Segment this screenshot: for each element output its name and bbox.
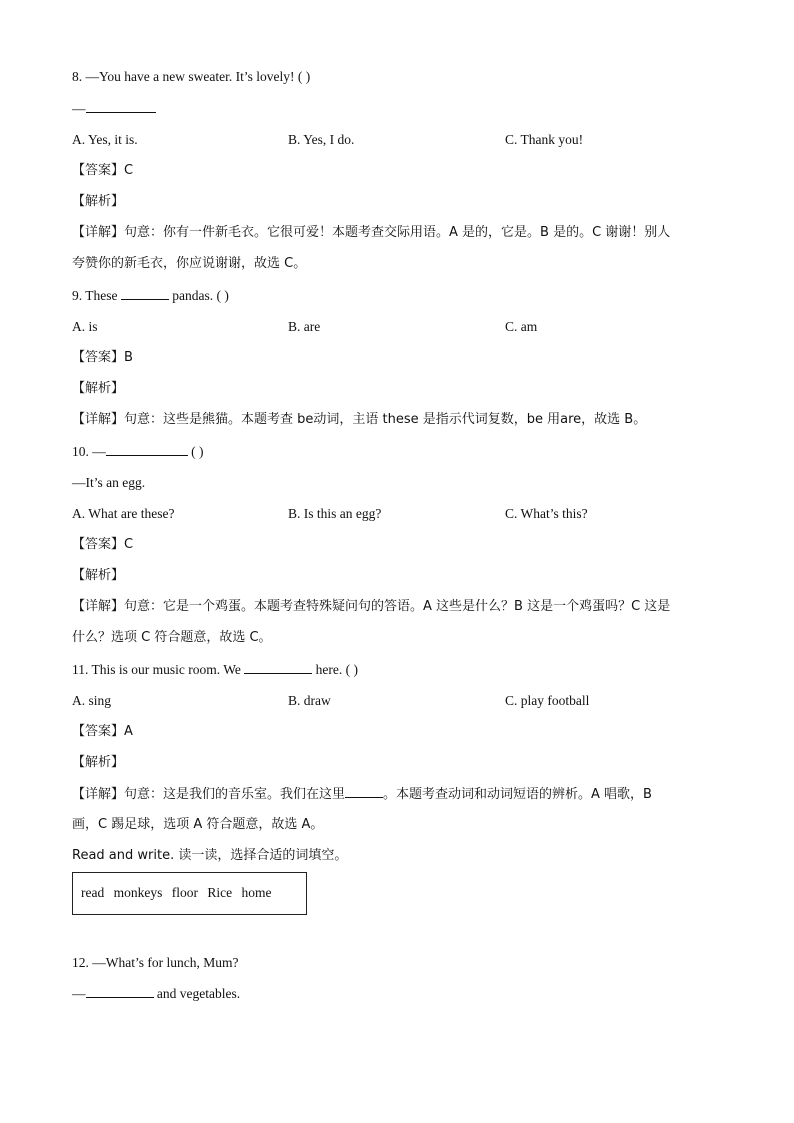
- q9-stem: [72, 287, 229, 305]
- word-bank-box: [72, 872, 307, 915]
- q11-option-c: C. play football: [505, 693, 590, 708]
- q8-reply-line: [72, 100, 156, 118]
- q11-detail-line2: 画，C 踢足球，选项 A 符合题意，故选 A。: [72, 817, 324, 832]
- q10-answer: 【答案】C: [72, 537, 134, 552]
- q11-stem-start: 11. This is our music room. We: [72, 662, 241, 677]
- q8-detail-line1: 【详解】句意：你有一件新毛衣。它很可爱！本题考查交际用语。A 是的，它是。B 是的。C 谢谢！别人: [72, 225, 671, 240]
- q10-reply: —It’s an egg.: [72, 475, 146, 490]
- q10-option-c: C. What’s this?: [505, 506, 588, 521]
- q10-option-b: B. Is this an egg?: [288, 506, 382, 521]
- q11-analysis: 【解析】: [72, 755, 125, 770]
- q8-detail-line2: 夸赞你的新毛衣，你应说谢谢，故选 C。: [72, 256, 307, 271]
- word-bank-text: read monkeys floor Rice home: [81, 885, 272, 900]
- q8-answer: 【答案】C: [72, 163, 134, 178]
- q12-reply-dash: —: [72, 986, 86, 1001]
- q10-analysis: 【解析】: [72, 568, 125, 583]
- q12-blank: [86, 985, 154, 998]
- q9-detail-line1: 【详解】句意：这些是熊猫。本题考查 be动词，主语 these 是指示代词复数，be 用are，故选 B。: [72, 412, 647, 427]
- q9-option-c: C. am: [505, 319, 538, 334]
- q11-blank: [244, 661, 312, 674]
- q8-option-b: B. Yes, I do.: [288, 132, 355, 147]
- q11-option-b: B. draw: [288, 693, 331, 708]
- q8-analysis: 【解析】: [72, 194, 125, 209]
- q10-detail-line2: 什么？选项 C 符合题意，故选 C。: [72, 630, 272, 645]
- q11-detail-blank: [345, 785, 383, 798]
- q10-stem-start: 10. —: [72, 444, 106, 459]
- q11-option-a: A. sing: [72, 693, 112, 708]
- q9-option-b: B. are: [288, 319, 321, 334]
- q10-option-a: A. What are these?: [72, 506, 175, 521]
- q11-stem-end: here. ( ): [315, 662, 359, 677]
- q12-reply: [72, 985, 240, 1003]
- q10-stem: [72, 443, 204, 461]
- q8-option-a: A. Yes, it is.: [72, 132, 138, 147]
- q11-detail-end: 。本题考查动词和动词短语的辨析。A 唱歌，B: [383, 787, 652, 802]
- q8-reply-dash: —: [72, 101, 86, 116]
- q9-answer: 【答案】B: [72, 350, 133, 365]
- q9-stem-end: pandas. ( ): [172, 288, 229, 303]
- q11-detail-line1: [72, 785, 652, 804]
- q10-detail-line1: 【详解】句意：它是一个鸡蛋。本题考查特殊疑问句的答语。A 这些是什么？B 这是一个鸡蛋吗？C 这是: [72, 599, 671, 614]
- q9-stem-start: 9. These: [72, 288, 118, 303]
- q10-stem-end: ( ): [191, 444, 204, 459]
- q11-answer: 【答案】A: [72, 724, 133, 739]
- q8-option-c: C. Thank you!: [505, 132, 584, 147]
- q11-detail-start: 【详解】句意：这是我们的音乐室。我们在这里: [72, 787, 346, 802]
- q8-blank: [86, 100, 156, 113]
- q9-option-a: A. is: [72, 319, 98, 334]
- section-heading: Read and write. 读一读，选择合适的词填空。: [72, 848, 348, 863]
- q9-analysis: 【解析】: [72, 381, 125, 396]
- q12-reply-end: and vegetables.: [156, 986, 241, 1001]
- q11-stem: [72, 661, 358, 679]
- q8-stem: 8. —You have a new sweater. It’s lovely! ( ): [72, 69, 311, 84]
- q12-stem: 12. —What’s for lunch, Mum?: [72, 955, 239, 970]
- q9-blank: [121, 287, 169, 300]
- q10-blank: [106, 443, 188, 456]
